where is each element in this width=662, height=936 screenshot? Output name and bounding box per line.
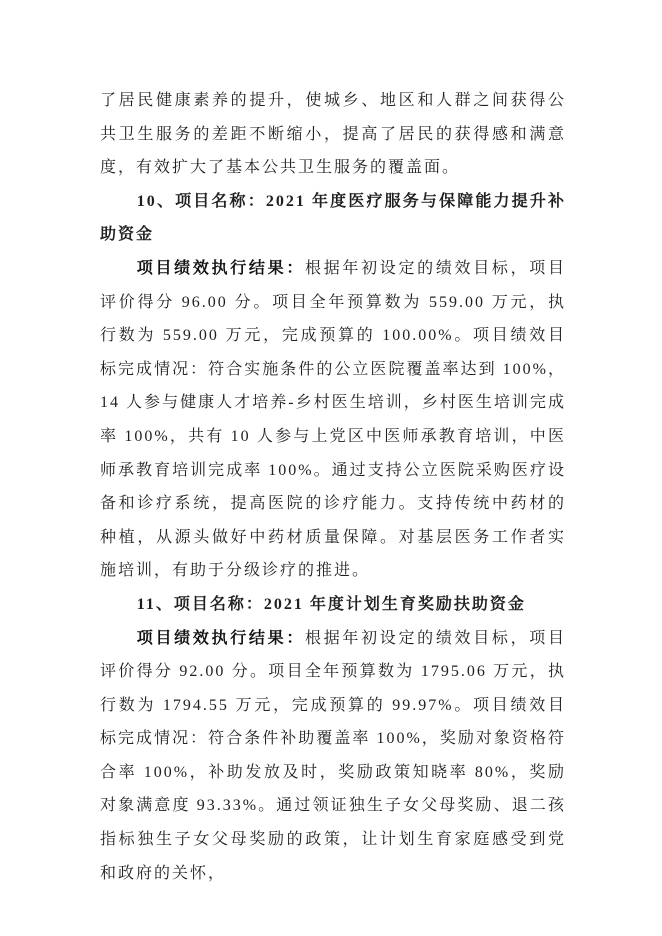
section-10-result-body: 根据年初设定的绩效目标，项目评价得分 96.00 分。项目全年预算数为 559.00 万元，执行数为 559.00 万元，完成预算的 100.00%。项目绩效目标完成情况：符合实施条件的公立医院覆盖率达到 100%，14 人参与健康人才培养-乡村医生培训，乡村医生培训完成率 100%，共有 10 人参与上党区中医师承教育培训，中医师承教育培训完成率 100%。通过支持公立医院采购医疗设备和诊疗系统，提高医院的诊疗能力。支持传统中药材的种植，从源头做好中药材质量保障。对基层医务工作者实施培训，有助于分级诊疗的推进。 (100, 259, 566, 580)
section-10-result-label: 项目绩效执行结果： (136, 259, 306, 277)
document-content (100, 84, 566, 890)
section-11-result-body: 根据年初设定的绩效目标，项目评价得分 92.00 分。项目全年预算数为 1795.06 万元，执行数为 1794.55 万元，完成预算的 99.97%。项目绩效目标完成情况：符合条件补助覆盖率 100%，奖励对象资格符合率 100%，补助发放及时，奖励政策知晓率 80%，奖励对象满意度 93.33%。通过领证独生子女父母奖励、退二孩指标独生子女父母奖励的政策，让计划生育家庭感受到党和政府的关怀， (100, 629, 566, 882)
section-11-result-label: 项目绩效执行结果： (136, 629, 306, 647)
section-11-heading: 11、项目名称：2021 年度计划生育奖励扶助资金 (136, 595, 526, 613)
section-10-result-paragraph (100, 252, 566, 588)
section-10-heading: 10、项目名称：2021 年度医疗服务与保障能力提升补助资金 (100, 192, 566, 244)
paragraph-continuation: 了居民健康素养的提升，使城乡、地区和人群之间获得公共卫生服务的差距不断缩小，提高了居民的获得感和满意度，有效扩大了基本公共卫生服务的覆盖面。 (100, 92, 566, 177)
section-11-result-paragraph (100, 622, 566, 891)
